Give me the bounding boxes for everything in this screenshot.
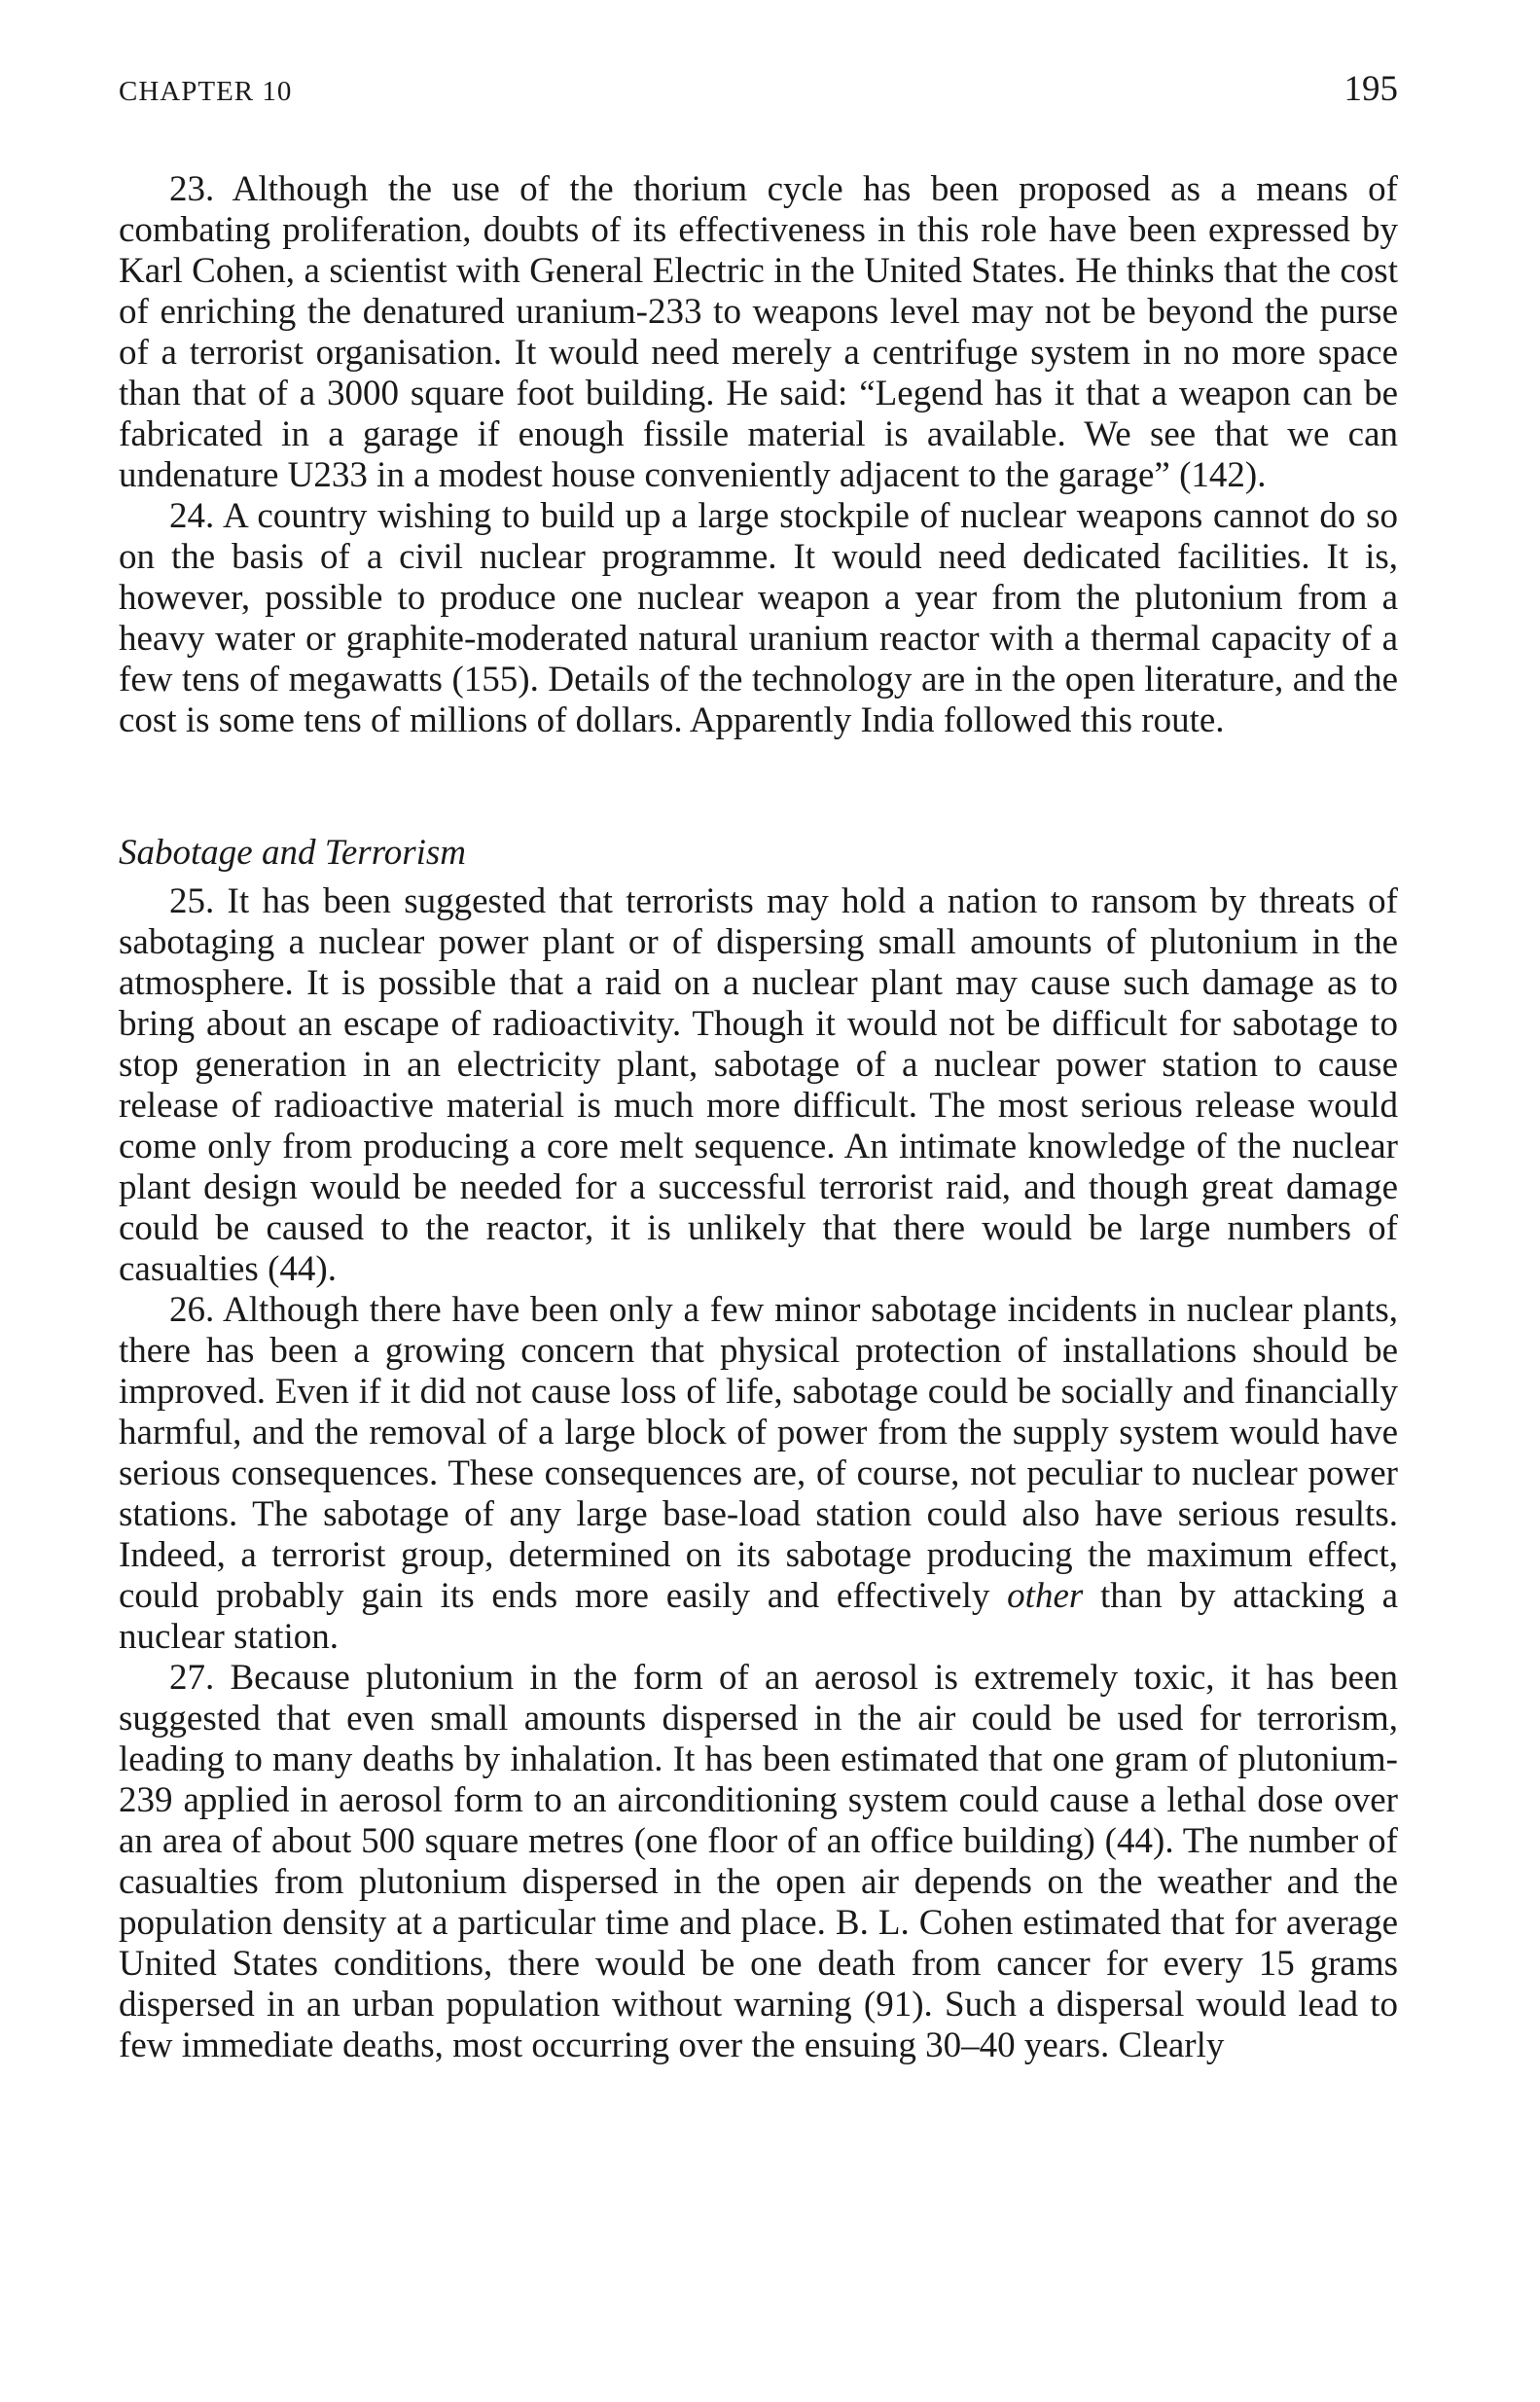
chapter-label: CHAPTER 10 (119, 76, 293, 107)
paragraph-26-text-end: than by attacking a nuclear station. (119, 1576, 1398, 1657)
paragraph-27: 27. Because plutonium in the form of an aerosol is extremely toxic, it has been suggested that even small amounts dispersed in the air could be used for terrorism, leading to many deaths by inhalation. It has been estimated that one gram of plutonium-239 applied in aerosol form to an airconditioning system could cause a lethal dose over an area of about 500 square metres (one floor of an office building) (44). The number of casualties from plutonium dispersed in the open air depends on the weather and the population density at a particular time and place. B. L. Cohen estimated that for average United States conditions, there would be one death from cancer for every 15 grams dispersed in an urban population without warning (91). Such a dispersal would lead to few immediate deaths, most occurring over the ensuing 30–40 years. Clearly (119, 1658, 1398, 2065)
section-heading: Sabotage and Terrorism (119, 833, 467, 873)
paragraph-24: 24. A country wishing to build up a large stockpile of nuclear weapons cannot do so on the basis of a civil nuclear programme. It would need dedicated facilities. It is, however, possible to produce one nuclear weapon a year from the plutonium from a heavy water or graphite-moderated natural uranium reactor with a thermal capacity of a few tens of megawatts (155). Details of the technology are in the open literature, and the cost is some tens of millions of dollars. Apparently India followed this route. (119, 496, 1398, 740)
paragraph-26-text-start: 26. Although there have been only a few minor sabotage incidents in nuclear plants, there has been a growing concern that physical protection of installations should be improved. Even if it did not cause loss of life, sabotage could be socially and financially harmful, and the removal of a large block of power from the supply system would have serious consequences. These consequences are, of course, not peculiar to nuclear power stations. The sabotage of any large base-load station could also have serious results. Indeed, a terrorist group, determined on its sabotage producing the maximum effect, could probably gain its ends more easily and effectively (119, 1290, 1398, 1616)
running-head (119, 68, 1398, 126)
paragraph-26-emphasis: other (1007, 1576, 1084, 1616)
paragraph-23: 23. Although the use of the thorium cycle has been proposed as a means of combating proliferation, doubts of its effectiveness in this role have been expressed by Karl Cohen, a scientist with General Electric in the United States. He thinks that the cost of enriching the denatured uranium-233 to weapons level may not be beyond the purse of a terrorist organisation. It would need merely a centrifuge system in no more space than that of a 3000 square foot building. He said: “Legend has it that a weapon can be fabricated in a garage if enough fissile material is available. We see that we can undenature U233 in a modest house conveniently adjacent to the garage” (142). (119, 169, 1398, 495)
paragraph-26 (119, 1290, 1398, 1658)
page-number: 195 (1343, 69, 1398, 109)
book-page (119, 68, 1398, 2066)
paragraph-25: 25. It has been suggested that terrorists may hold a nation to ransom by threats of sabotaging a nuclear power plant or of dispersing small amounts of plutonium in the atmosphere. It is possible that a raid on a nuclear plant may cause such damage as to bring about an escape of radioactivity. Though it would not be difficult for sabotage to stop generation in an electricity plant, sabotage of a nuclear power station to cause release of radioactive material is much more difficult. The most serious release would come only from producing a core melt sequence. An intimate knowledge of the nuclear plant design would be needed for a successful terrorist raid, and though great damage could be caused to the reactor, it is unlikely that there would be large numbers of casualties (44). (119, 881, 1398, 1289)
